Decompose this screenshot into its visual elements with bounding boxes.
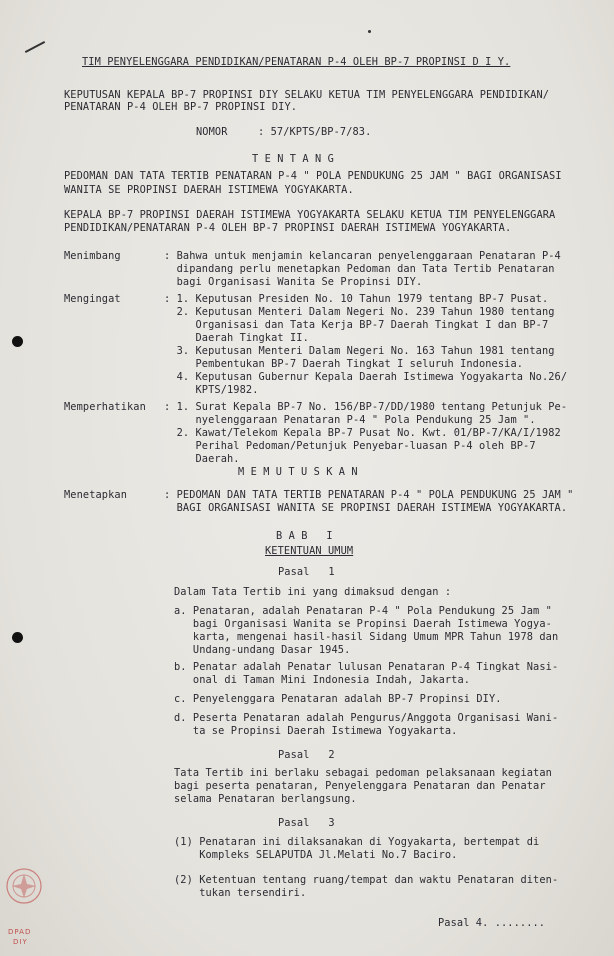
pasal-3-heading: Pasal 3 (278, 817, 335, 829)
archive-stamp-logo (2, 866, 46, 924)
punch-hole-bottom (12, 632, 23, 643)
pasal-1-item-line-4: Undang-undang Dasar 1945. (174, 644, 351, 656)
memperhatikan-line-4: Perihal Pedoman/Petunjuk Penyebar-luasan P-4 oleh BP-7 (164, 440, 536, 452)
document-header: TIM PENYELENGGARA PENDIDIKAN/PENATARAN P-4 OLEH BP-7 PROPINSI D I Y. (82, 56, 511, 68)
mengingat-line-2: 2. Keputusan Menteri Dalam Negeri No. 239 Tahun 1980 tentang (164, 306, 555, 318)
bab-heading: B A B I (276, 530, 333, 542)
issuer-line-2: PENDIDIKAN/PENATARAN P-4 OLEH BP-7 PROPINSI DAERAH ISTIMEWA YOGYAKARTA. (64, 222, 512, 234)
subject-line-2: WANITA SE PROPINSI DAERAH ISTIMEWA YOGYAKARTA. (64, 184, 354, 196)
punch-hole-top (12, 336, 23, 347)
mengingat-line-5: 3. Keputusan Menteri Dalam Negeri No. 163 Tahun 1981 tentang (164, 345, 555, 357)
mengingat-line-7: 4. Keputusan Gubernur Kepala Daerah Istimewa Yogyakarta No.26/ (164, 371, 568, 383)
mengingat-label: Mengingat (64, 293, 121, 305)
pasal-3-item-line-1: (1) Penataran ini dilaksanakan di Yogyakarta, bertempat di (174, 836, 540, 848)
pasal-1-item-line-7: c. Penyelenggara Penataran adalah BP-7 Propinsi DIY. (174, 693, 502, 705)
pasal-1-item-line-9: ta se Propinsi Daerah Istimewa Yogyakarta. (174, 725, 458, 737)
memperhatikan-line-1: : 1. Surat Kepala BP-7 No. 156/BP-7/DD/1980 tentang Petunjuk Pe- (164, 401, 568, 413)
pen-mark (25, 41, 45, 53)
nomor-value: : 57/KPTS/BP-7/83. (258, 126, 372, 138)
pasal-3-item-line-4: tukan tersendiri. (174, 887, 307, 899)
menetapkan-label: Menetapkan (64, 489, 127, 501)
pasal-1-item-line-8: d. Peserta Penataran adalah Pengurus/Anggota Organisasi Wani- (174, 712, 559, 724)
pasal-1-item-line-1: a. Penataran, adalah Penataran P-4 " Pola Pendukung 25 Jam " (174, 605, 552, 617)
mengingat-line-1: : 1. Keputusan Presiden No. 10 Tahun 1979 tentang BP-7 Pusat. (164, 293, 549, 305)
decision-title-line-2: PENATARAN P-4 OLEH BP-7 PROPINSI DIY. (64, 101, 298, 113)
pasal-2-heading: Pasal 2 (278, 749, 335, 761)
pasal-1-item-line-2: bagi Organisasi Wanita se Propinsi Daerah Istimewa Yogya- (174, 618, 552, 630)
memutuskan-heading: M E M U T U S K A N (238, 466, 358, 478)
smudge-mark (368, 30, 371, 33)
pasal-3-item-line-3: (2) Ketentuan tentang ruang/tempat dan waktu Penataran diten- (174, 874, 559, 886)
menetapkan-line-1: : PEDOMAN DAN TATA TERTIB PENATARAN P-4 " POLA PENDUKUNG 25 JAM " (164, 489, 574, 501)
pasal-2-line-1: Tata Tertib ini berlaku sebagai pedoman pelaksanaan kegiatan (174, 767, 552, 779)
memperhatikan-line-3: 2. Kawat/Telekom Kepala BP-7 Pusat No. Kwt. 01/BP-7/KA/I/1982 (164, 427, 561, 439)
issuer-line-1: KEPALA BP-7 PROPINSI DAERAH ISTIMEWA YOGYAKARTA SELAKU KETUA TIM PENYELENGGARA (64, 209, 556, 221)
mengingat-line-8: KPTS/1982. (164, 384, 259, 396)
tentang-heading: T E N T A N G (252, 153, 334, 165)
memperhatikan-line-5: Daerah. (164, 453, 240, 465)
memperhatikan-line-2: nyelenggaraan Penataran P-4 " Pola Pendukung 25 Jam ". (164, 414, 536, 426)
nomor-label: NOMOR (196, 126, 228, 138)
menimbang-line-3: bagi Organisasi Wanita Se Propinsi DIY. (164, 276, 423, 288)
pasal-1-intro: Dalam Tata Tertib ini yang dimaksud dengan : (174, 586, 452, 598)
bab-title: KETENTUAN UMUM (265, 545, 354, 557)
pasal-2-line-3: selama Penataran berlangsung. (174, 793, 357, 805)
pasal-2-line-2: bagi peserta penataran, Penyelenggara Penataran dan Penatar (174, 780, 546, 792)
menetapkan-line-2: BAGI ORGANISASI WANITA SE PROPINSI DAERAH ISTIMEWA YOGYAKARTA. (164, 502, 568, 514)
pasal-1-item-line-3: karta, mengenai hasil-hasil Sidang Umum MPR Tahun 1978 dan (174, 631, 559, 643)
decision-title-line-1: KEPUTUSAN KEPALA BP-7 PROPINSI DIY SELAKU KETUA TIM PENYELENGGARA PENDIDIKAN/ (64, 89, 550, 101)
memperhatikan-label: Memperhatikan (64, 401, 146, 413)
stamp-label: DPAD (8, 928, 32, 936)
mengingat-line-4: Daerah Tingkat II. (164, 332, 309, 344)
mengingat-line-6: Pembentukan BP-7 Daerah Tingkat I seluruh Indonesia. (164, 358, 524, 370)
pasal-1-heading: Pasal 1 (278, 566, 335, 578)
next-page-marker: Pasal 4. ........ (438, 917, 546, 929)
mengingat-line-3: Organisasi dan Tata Kerja BP-7 Daerah Tingkat I dan BP-7 (164, 319, 549, 331)
pasal-3-item-line-2: Kompleks SELAPUTDA Jl.Melati No.7 Baciro. (174, 849, 458, 861)
pasal-1-item-line-5: b. Penatar adalah Penatar lulusan Penataran P-4 Tingkat Nasi- (174, 661, 559, 673)
stamp-sublabel: DIY (13, 938, 28, 946)
pasal-1-item-line-6: onal di Taman Mini Indonesia Indah, Jakarta. (174, 674, 471, 686)
menimbang-line-2: dipandang perlu menetapkan Pedoman dan Tata Tertib Penataran (164, 263, 555, 275)
menimbang-line-1: : Bahwa untuk menjamin kelancaran penyelenggaraan Penataran P-4 (164, 250, 561, 262)
menimbang-label: Menimbang (64, 250, 121, 262)
subject-line-1: PEDOMAN DAN TATA TERTIB PENATARAN P-4 " POLA PENDUKUNG 25 JAM " BAGI ORGANISASI (64, 170, 562, 182)
